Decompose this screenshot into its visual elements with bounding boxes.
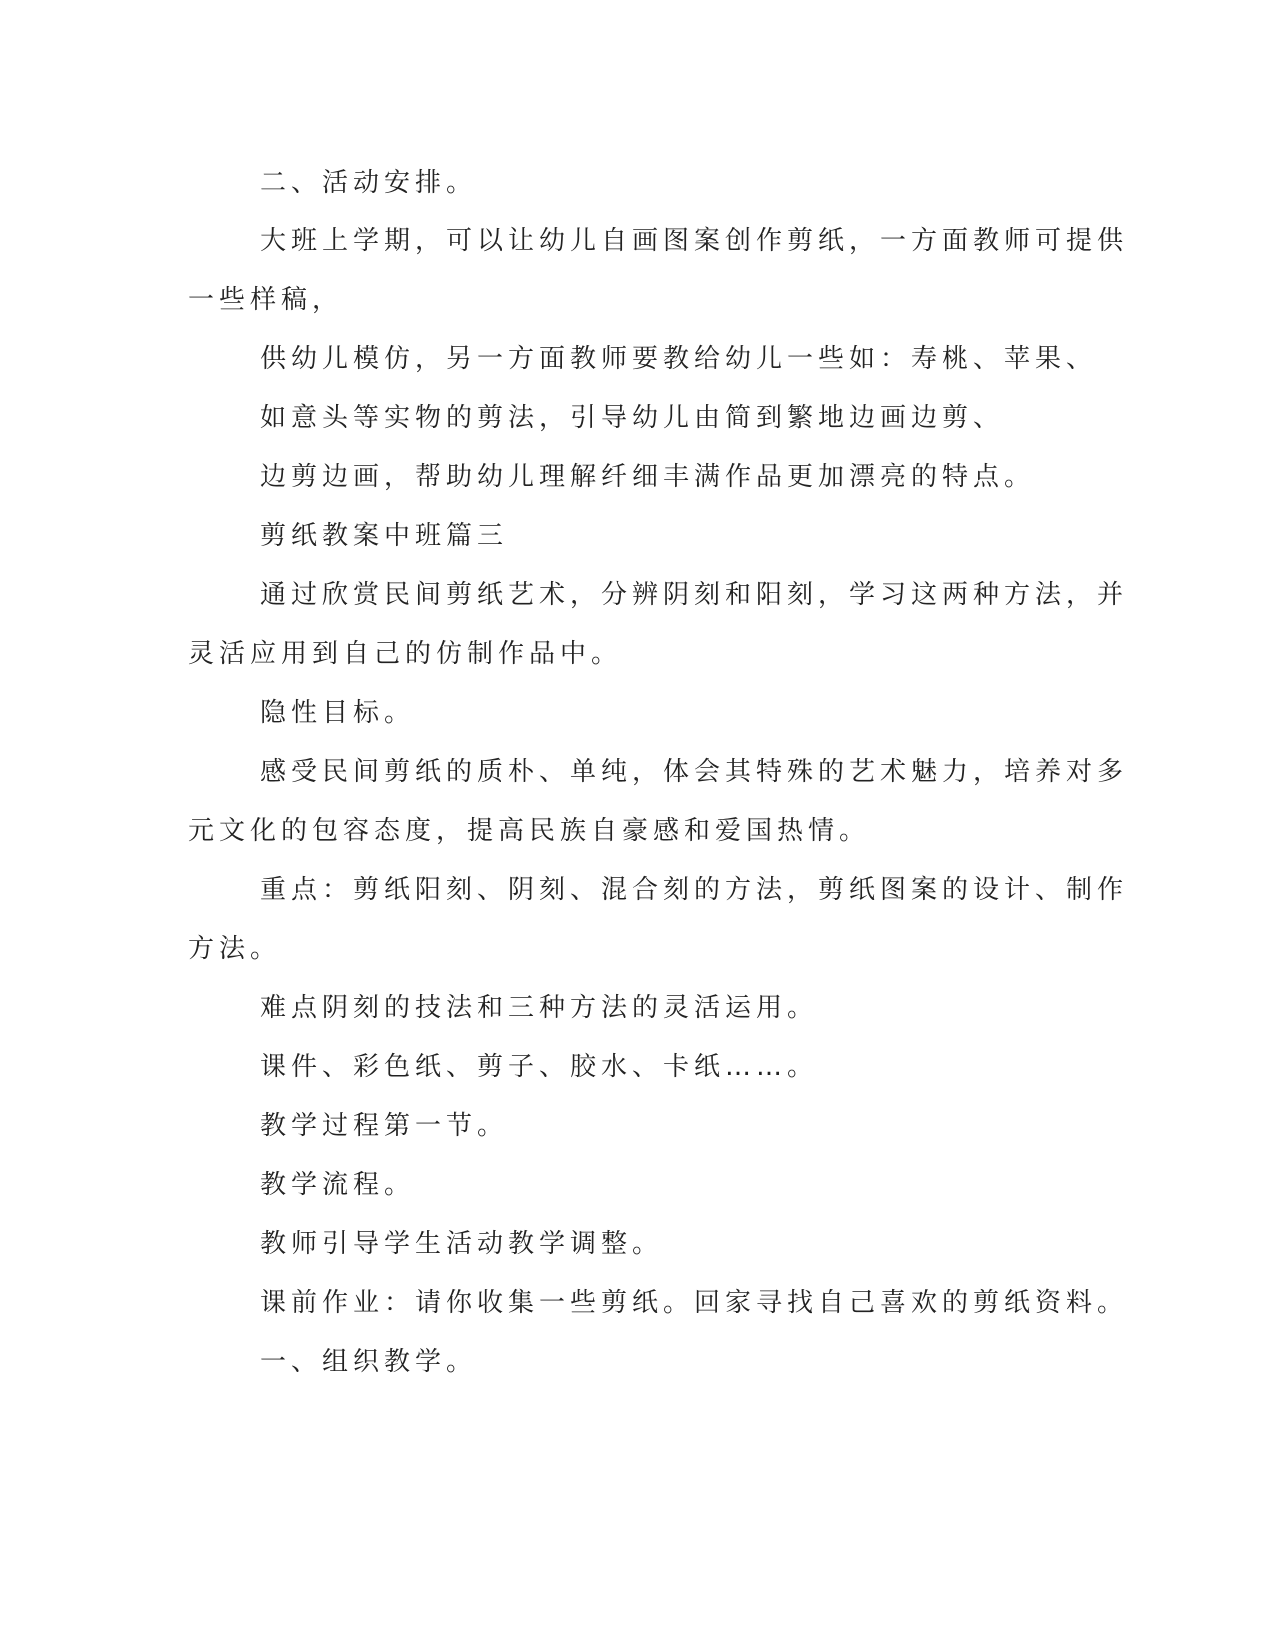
paragraph-line: 灵活应用到自己的仿制作品中。 — [188, 639, 623, 669]
paragraph-line: 难点阴刻的技法和三种方法的灵活运用。 — [260, 993, 819, 1023]
paragraph-line: 教师引导学生活动教学调整。 — [260, 1229, 664, 1259]
paragraph-line: 方法。 — [188, 934, 282, 964]
paragraph-line: 一些样稿， — [188, 285, 344, 315]
paragraph-line: 如意头等实物的剪法，引导幼儿由简到繁地边画边剪、 — [260, 403, 1005, 433]
section-heading-part-three: 剪纸教案中班篇三 — [260, 521, 509, 551]
paragraph-line: 元文化的包容态度，提高民族自豪感和爱国热情。 — [188, 816, 871, 846]
section-heading-organize-teaching: 一、组织教学。 — [260, 1347, 478, 1377]
paragraph-line: 大班上学期，可以让幼儿自画图案创作剪纸，一方面教师可提供 — [260, 226, 1129, 256]
section-heading-activity-arrangement: 二、活动安排。 — [260, 168, 478, 198]
paragraph-line: 感受民间剪纸的质朴、单纯，体会其特殊的艺术魅力，培养对多 — [260, 757, 1129, 787]
section-heading-hidden-goal: 隐性目标。 — [260, 698, 416, 728]
paragraph-line: 课前作业：请你收集一些剪纸。回家寻找自己喜欢的剪纸资料。 — [260, 1288, 1129, 1318]
paragraph-line: 课件、彩色纸、剪子、胶水、卡纸……。 — [260, 1052, 819, 1082]
paragraph-line: 教学流程。 — [260, 1170, 416, 1200]
paragraph-line: 供幼儿模仿，另一方面教师要教给幼儿一些如：寿桃、苹果、 — [260, 344, 1098, 374]
paragraph-line: 教学过程第一节。 — [260, 1111, 509, 1141]
paragraph-line: 通过欣赏民间剪纸艺术，分辨阴刻和阳刻，学习这两种方法，并 — [260, 580, 1129, 610]
paragraph-line: 边剪边画，帮助幼儿理解纤细丰满作品更加漂亮的特点。 — [260, 462, 1036, 492]
paragraph-line: 重点：剪纸阳刻、阴刻、混合刻的方法，剪纸图案的设计、制作 — [260, 875, 1129, 905]
